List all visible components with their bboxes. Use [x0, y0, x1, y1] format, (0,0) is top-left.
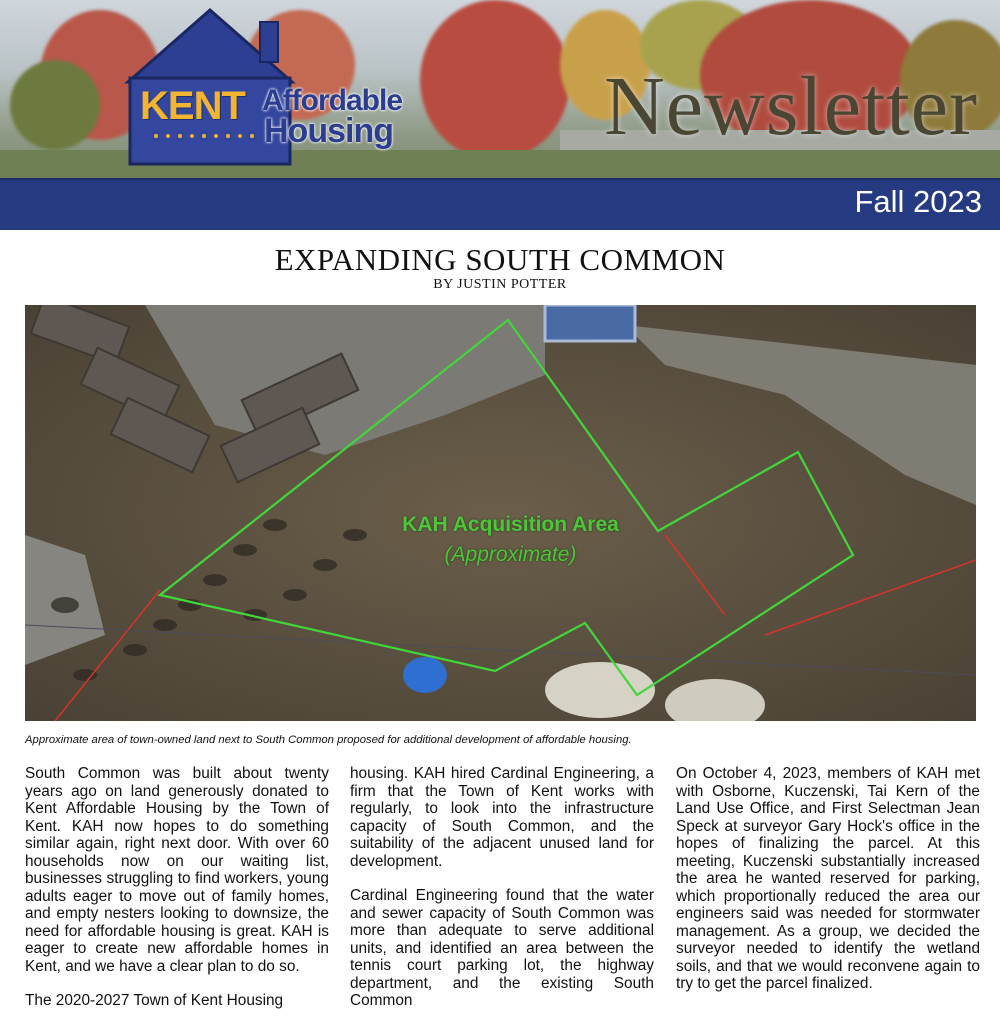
header-banner: [0, 0, 1000, 178]
masthead-title: Newsletter: [604, 60, 978, 153]
map-label: KAH Acquisition Area: [402, 513, 619, 536]
logo-affordable: Affordable: [262, 84, 402, 117]
paragraph: South Common was built about twenty years ago on land generously donated to Kent Affordable Housing by the Town of Kent. KAH now hopes to do something similar again, right next door. With over 60 households now on our waiting list, businesses struggling to find workers, young adults eager to move out of family homes, and empty nesters looking to downsize, the need for affordable housing is great. KAH is eager to create new affordable homes in Kent, and we have a clear plan to do so.: [25, 765, 329, 975]
logo-affordable-housing-text: [262, 84, 402, 150]
article-column-3: [676, 765, 980, 1010]
blue-tarp: [403, 657, 447, 693]
map-sublabel: (Approximate): [444, 543, 577, 566]
logo-housing: Housing: [264, 112, 393, 150]
article-column-2: [350, 765, 654, 1027]
image-caption: Approximate area of town-owned land next to South Common proposed for additional development of affordable housing.: [25, 734, 632, 746]
article-byline: BY JUSTIN POTTER: [433, 277, 567, 292]
paragraph: housing. KAH hired Cardinal Engineering, a firm that the Town of Kent works with regularly, to look into the infrastructure capacity of South Common, and the suitability of the adjacent unused land for development.: [350, 765, 654, 870]
salt-shed: [545, 662, 655, 718]
tennis-court: [545, 305, 635, 341]
tree-foliage: [10, 60, 100, 150]
paragraph: The 2020-2027 Town of Kent Housing: [25, 992, 284, 1009]
paragraph: Cardinal Engineering found that the water and sewer capacity of South Common was more than adequate to serve additional units, and identified an area between the tennis court parking lot, the highway department, and the existing South Common: [350, 887, 654, 1009]
article-title: EXPANDING SOUTH COMMON: [274, 242, 726, 277]
season-label: Fall 2023: [854, 184, 982, 219]
aerial-map: [25, 305, 976, 721]
tree-foliage: [420, 0, 570, 160]
article-column-1: [25, 765, 329, 1027]
logo-kent-text: KENT: [140, 84, 245, 128]
season-bar: [0, 178, 1000, 230]
paragraph: On October 4, 2023, members of KAH met with Osborne, Kuczenski, Tai Kern of the Land Use Office, and First Selectman Jean Speck at surveyor Gary Hock's office in the hopes of finalizing the parcel. At this meeting, Kuczenski substantially increased the area he wanted reserved for parking, which proportionally reduced the area our engineers said was needed for stormwater management. As a group, we decided the surveyor needed to identify the wetland soils, and that we would reconvene again to try to get the parcel finalized.: [676, 765, 980, 992]
